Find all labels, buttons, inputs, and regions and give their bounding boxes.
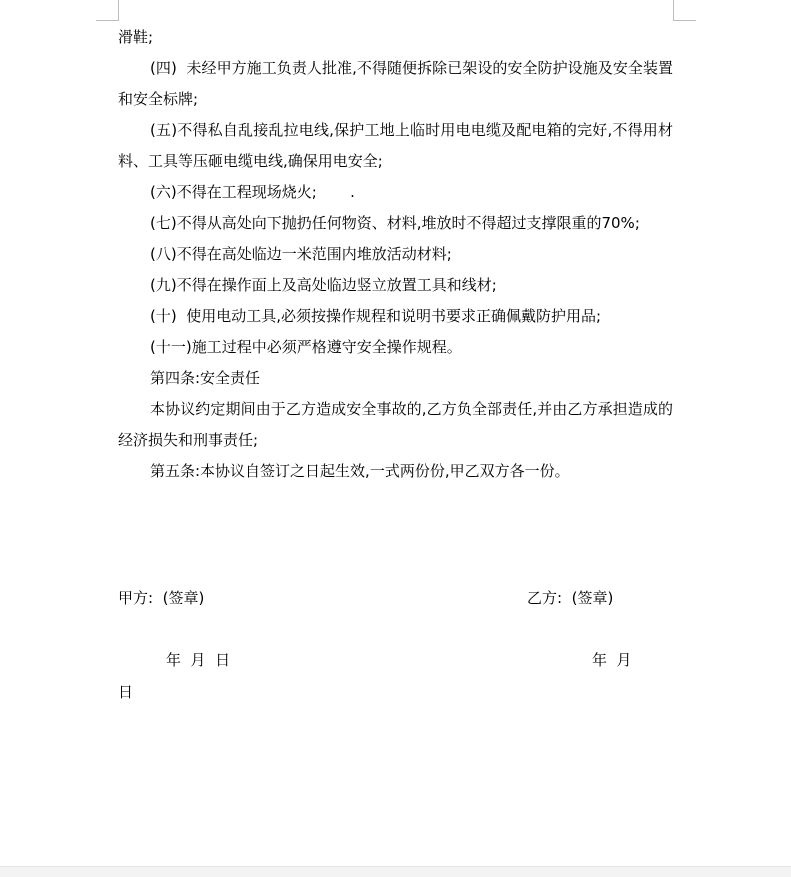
paragraph-rule-10: (十) 使用电动工具,必须按操作规程和说明书要求正确佩戴防护用品;: [150, 307, 602, 325]
article-4-heading: 第四条:安全责任: [150, 369, 261, 387]
party-b-date-day: 日: [118, 683, 134, 701]
party-b-signature: 乙方: (签章): [527, 589, 614, 607]
paragraph-rule-7: (七)不得从高处向下抛扔任何物资、材料,堆放时不得超过支撑限重的70%;: [150, 214, 640, 232]
party-a-date: 年 月 日: [166, 651, 231, 669]
paragraph-rule-11: (十一)施工过程中必须严格遵守安全操作规程。: [150, 338, 462, 356]
crop-mark-top-left: [96, 0, 119, 21]
paragraph-rule-9: (九)不得在操作面上及高处临边竖立放置工具和线材;: [150, 276, 497, 294]
party-a-signature: 甲方: (签章): [118, 589, 205, 607]
article-5-body: 第五条:本协议自签订之日起生效,一式两份份,甲乙双方各一份。: [150, 462, 570, 480]
page-bottom-edge: [0, 866, 791, 877]
party-b-date: 年 月: [592, 651, 632, 669]
crop-mark-top-right: [673, 0, 696, 21]
document-body[interactable]: [118, 22, 673, 487]
paragraph-rule-4: (四) 未经甲方施工负责人批准,不得随便拆除已架设的安全防护设施及安全装置和安全标牌;: [118, 59, 673, 108]
article-4-body: 本协议约定期间由于乙方造成安全事故的,乙方负全部责任,并由乙方承担造成的经济损失和刑事责任;: [118, 400, 673, 449]
paragraph-rule-6: (六)不得在工程现场烧火; .: [150, 183, 355, 201]
paragraph-rule-8: (八)不得在高处临边一米范围内堆放活动材料;: [150, 245, 452, 263]
paragraph-continuation: 滑鞋;: [118, 28, 154, 46]
paragraph-rule-5: (五)不得私自乱接乱拉电线,保护工地上临时用电电缆及配电箱的完好,不得用材料、工具等压砸电缆电线,确保用电安全;: [118, 121, 673, 170]
